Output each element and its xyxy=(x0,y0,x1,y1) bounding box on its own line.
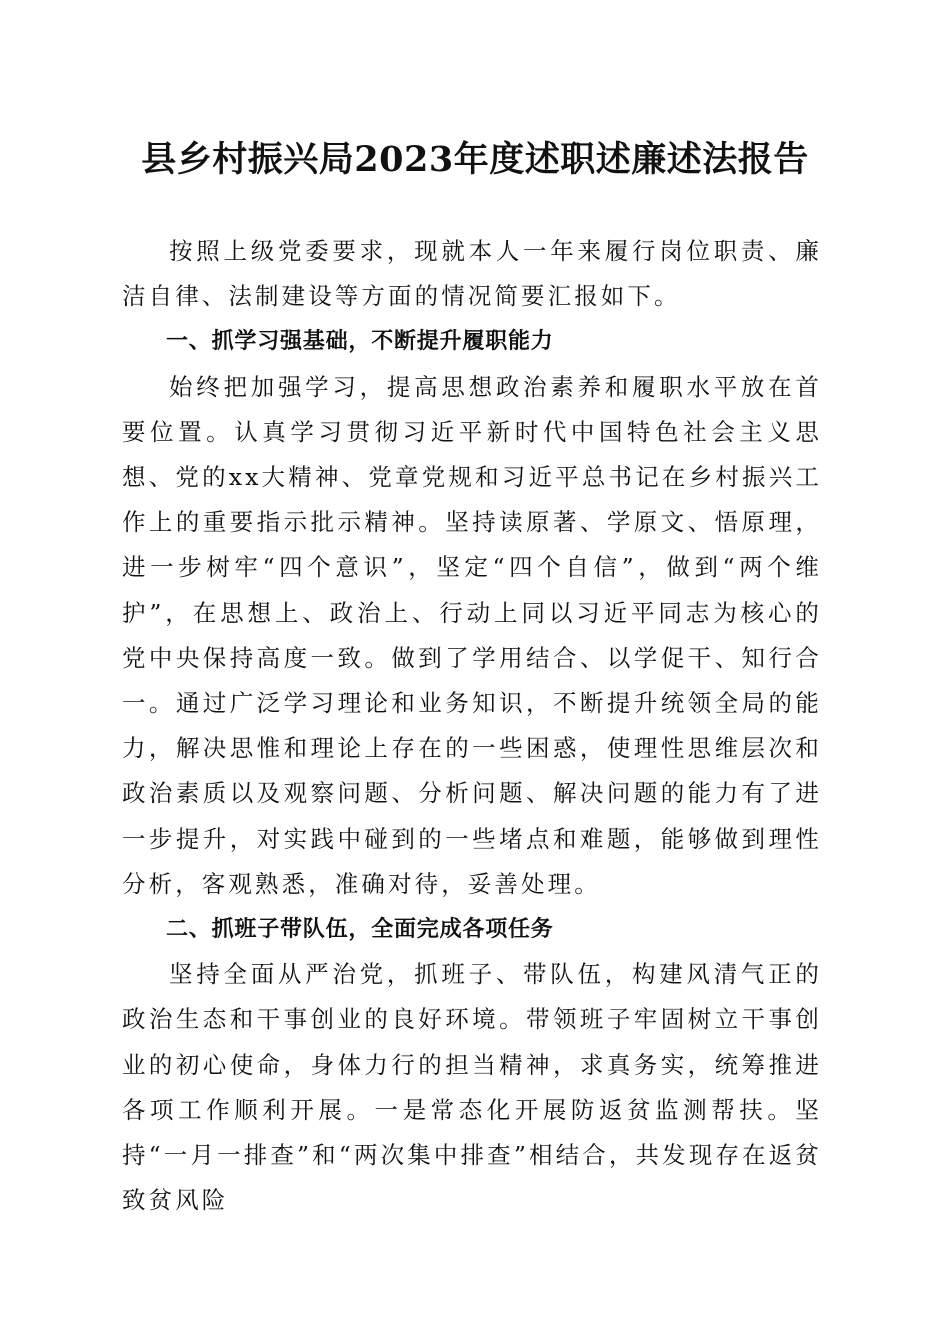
section-heading-2: 二、抓班子带队伍，全面完成各项任务 xyxy=(166,917,554,943)
intro-paragraph: 按照上级党委要求，现就本人一年来履行岗位职责、廉洁自律、法制建设等方面的情况简要汇报如下。 xyxy=(122,237,822,311)
section-paragraph-1: 始终把加强学习，提高思想政治素养和履职水平放在首要位置。认真学习贯彻习近平新时代中国特色社会主义思想、党的xx大精神、党章党规和习近平总书记在乡村振兴工作上的重要指示批示精神。坚持读原著、学原文、悟原理，进一步树牢“四个意识”，坚定“四个自信”，做到“两个维护”，在思想上、政治上、行动上同以习近平同志为核心的党中央保持高度一致。做到了学用结合、以学促干、知行合一。通过广泛学习理论和业务知识，不断提升统领全局的能力，解决思惟和理论上存在的一些困惑，使理性思维层次和政治素质以及观察问题、分析问题、解决问题的能力有了进一步提升，对实践中碰到的一些堵点和难题，能够做到理性分析，客观熟悉，准确对待，妥善处理。 xyxy=(122,372,822,898)
document-body xyxy=(122,229,822,1223)
section-heading-1: 一、抓学习强基础，不断提升履职能力 xyxy=(166,329,554,355)
section-paragraph-2: 坚持全面从严治党，抓班子、带队伍，构建风清气正的政治生态和干事创业的良好环境。带领班子牢固树立干事创业的初心使命，身体力行的担当精神，求真务实，统筹推进各项工作顺利开展。一是常态化开展防返贫监测帮扶。坚持“一月一排查”和“两次集中排查”相结合，共发现存在返贫致贫风险 xyxy=(122,960,822,1215)
document-title: 县乡村振兴局2023年度述职述廉述法报告 xyxy=(141,139,809,180)
